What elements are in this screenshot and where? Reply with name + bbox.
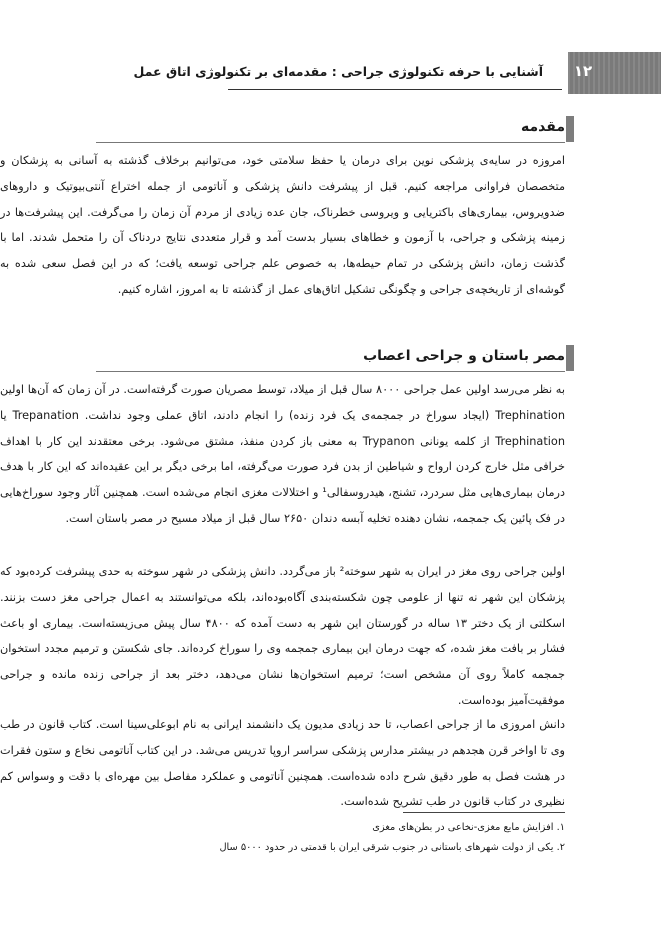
section-marker — [566, 345, 574, 371]
paragraph: امروزه در سایه‌ی پزشکی نوین برای درمان یا حفظ سلامتی خود، می‌توانیم برخلاف گذشته به آسانی به پزشکان و متخصصان فراوانی مراجعه کنیم. قبل از پیشرفت دانش پزشکی و آناتومی از جمله اختراع آنتی‌بیوتیک و داروهای ضدویروس، بیماری‌های باکتریایی و ویروسی خطرناک، جان عده زیادی از مردم آن زمان را می‌گرفت. این پیشرفت‌ها در زمینه پزشکی و جراحی، با آزمون و خطاهای بسیار بدست آمد و قرار متعددی نتایج دردناک آن را متحمل شدند. اما با گذشت زمان، دانش پزشکی در تمام حیطه‌ها، به خصوص علم جراحی توسعه یافت؛ که در این فصل سعی شده به گوشه‌ای از تاریخچه‌ی جراحی و چگونگی تشکیل اتاق‌های عمل از گذشته تا به امروز، اشاره کنیم. — [0, 154, 565, 296]
section-heading-egypt — [315, 345, 565, 371]
section-rule — [96, 142, 565, 143]
section-rule — [96, 371, 565, 372]
section-heading-introduction — [365, 116, 565, 142]
paragraph: به نظر می‌رسد اولین عمل جراحی ۸۰۰۰ سال قبل از میلاد، توسط مصریان صورت گرفته‌است. در آن زمان که آن‌ها اولین Trephination (ایجاد سوراخ در جمجمه‌ی یک فرد زنده) را انجام دادند، اتاق عملی وجود نداشت. Trepanation یا Trephination از کلمه یونانی Trypanon به معنی باز کردن منفذ، مشتق می‌شود. برخی معتقدند این کار با اهداف خرافی مثل خارج کردن ارواح و شیاطین از بدن فرد صورت می‌گرفته، اما برخی دیگر بر این عقیده‌اند که این کار با هدف درمان بیماری‌هایی مثل سردرد، تشنج، هیدروسفالی¹ و اختلالات مغزی انجام می‌شده است. همچنین آثار وجود سوراخ‌هایی در فک پائین یک جمجمه، نشان دهنده تخلیه آبسه دندان ۲۶۵۰ سال قبل از میلاد مسیح در مصر باستان است. — [0, 383, 565, 525]
footnote: ۱. افزایش مایع مغزی-نخاعی در بطن‌های مغزی — [372, 822, 565, 833]
header-rule — [228, 89, 562, 90]
page-number-tab — [568, 52, 661, 94]
page-number: ۱۲ — [573, 62, 593, 80]
section-title: مصر باستان و جراحی اعصاب — [363, 348, 565, 364]
section-title: مقدمه — [521, 119, 565, 135]
footnote-rule — [403, 812, 565, 813]
paragraph: دانش امروزی ما از جراحی اعصاب، تا حد زیادی مدیون یک دانشمند ایرانی به نام ابوعلی‌سینا است. کتاب قانون در طب وی تا اواخر قرن هجدهم در بیشتر مدارس پزشکی سراسر اروپا تدریس می‌شد. در این کتاب آناتومی نخاع و ستون فقرات در هشت فصل به طور دقیق شرح داده شده‌است. همچنین آناتومی و عملکرد مفاصل بین مهره‌ای با دقت و وسواس کم نظیری در کتاب قانون در طب تشریح شده‌است. — [0, 718, 565, 809]
section-marker — [566, 116, 574, 142]
paragraph: اولین جراحی روی مغز در ایران به شهر سوخته² باز می‌گردد. دانش پزشکی در شهر سوخته به حدی پیشرفت کرده‌بود که پزشکان این شهر نه تنها از علومی چون شکسته‌بندی آگاه‌بوده‌اند، بلکه می‌توانستند به اعمال جراحی مغز دست بزنند. اسکلتی از یک دختر ۱۳ ساله در گورستان این شهر به دست آمده که ۴۸۰۰ سال پیش می‌زیسته‌است. بیماری او باعث فشار بر بافت مغز شده، که جهت درمان این بیماری جمجمه وی را سوراخ کرده‌اند. جای شکستن و ترمیم مجدد استخوان جمجمه کاملاً روی آن مشخص است؛ ترمیم استخوان‌ها نشان می‌دهد، دختر بعد از جراحی زنده مانده و جراحی موفقیت‌آمیز بوده‌است. — [0, 565, 566, 707]
footnote: ۲. یکی از دولت شهرهای باستانی در جنوب شرقی ایران با قدمتی در حدود ۵۰۰۰ سال — [219, 842, 565, 853]
running-header-title: آشنایی با حرفه تکنولوژی جراحی : مقدمه‌ای بر تکنولوژی اتاق عمل — [133, 64, 543, 79]
